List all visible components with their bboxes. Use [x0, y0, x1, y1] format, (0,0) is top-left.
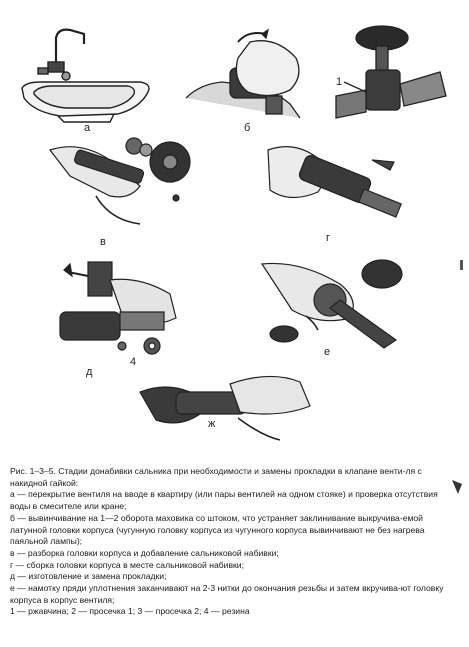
caption-item: в — разборка головки корпуса и добавление сальниковой набивки;	[10, 547, 279, 558]
panel-e-winding	[262, 260, 402, 348]
label-e: е	[324, 346, 331, 358]
caption-legend: 1 — ржавчина; 2 — просечка 1; 3 — просечка 2; 4 — резина	[10, 606, 250, 617]
label-a: а	[84, 122, 91, 134]
panel-1-valve-wheel	[336, 26, 446, 118]
panel-a-sink	[22, 30, 149, 122]
panel-d-gasket	[60, 262, 176, 354]
panel-zh-install	[140, 376, 310, 440]
label-b: б	[244, 122, 251, 134]
caption-item: а — перекрытие вентиля на вводе в квартиру (или пары вентилей на одном стояке) и проверка отсутствия воды в смесителе или кране;	[10, 489, 438, 512]
label-g: г	[326, 232, 331, 244]
panel-g-assembly	[268, 147, 401, 217]
caption-title: Рис. 1–3–5. Стадии донабивки сальника при необходимости и замены прокладки в клапане венти-ля с накидной гайкой:	[10, 466, 422, 488]
label-4: 4	[130, 356, 137, 368]
panel-b-valve-hand	[186, 30, 300, 118]
panel-v-disassembly	[50, 138, 190, 224]
label-d: д	[86, 366, 93, 378]
label-1: 1	[336, 76, 343, 88]
label-v: в	[100, 236, 106, 248]
figure-caption	[10, 466, 450, 618]
caption-item: б — вывинчивание на 1—2 оборота маховика со штоком, что устраняет заклинивание выкручива-емой латунной головки корпуса (чугунную головку корпуса из чугунного корпуса вывинчивают не без нагрева паяльной лампы);	[10, 512, 425, 547]
caption-item: е — намотку пряди уплотнения заканчивают на 2-3 нитки до окончания резьбы и затем вкручива-ют головку корпуса в корпус вентиля;	[10, 583, 444, 605]
caption-item: д — изготовление и замена прокладки;	[10, 571, 167, 582]
label-zh: ж	[208, 418, 216, 430]
caption-item: г — сборка головки корпуса в месте сальниковой набивки;	[10, 559, 244, 570]
